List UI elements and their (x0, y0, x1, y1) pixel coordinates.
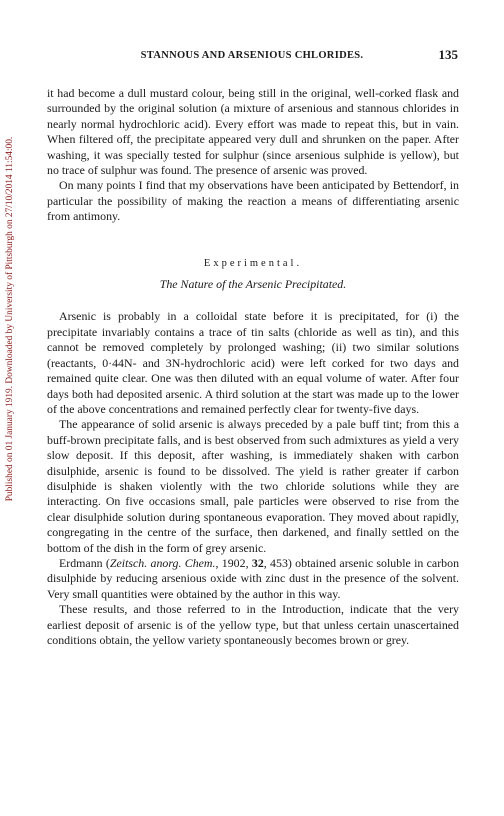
section-subheading: The Nature of the Arsenic Precipitated. (159, 277, 347, 292)
erdmann-text-b: , 1902, (215, 555, 252, 570)
journal-volume: 32 (251, 555, 264, 570)
paragraph-bettendorf: On many points I find that my observations have been anticipated by Bettendorf, in particular the possibility of making the reaction a means of differentiating arsenic from antimony. (47, 178, 459, 224)
download-watermark-text: Published on 01 January 1919. Downloaded by University of Pittsburgh on 27/10/2014 11:54:00. (5, 136, 15, 502)
paragraph-continuation: it had become a dull mustard colour, being still in the original, well-corked flask and surrounded by the original solution (a mixture of arsenious and stannous chlorides in nearly normal hydrochloric acid). Every effort was made to repeat this, but in vain. When filtered off, the precipitate appeared very dull and shrunken on the paper. After washing, it was specially tested for sulphur (since arsenious sulphide is yellow), but no trace of sulphur was found. The presence of arsenic was proved. (47, 86, 459, 178)
paragraph-buff-tint: The appearance of solid arsenic is always preceded by a pale buff tint; from this a buff-brown precipitate falls, and is best observed from such admixtures as yield a very slow deposit. If this deposit, after washing, is immediately shaken with carbon disulphide, arsenic is found to be dissolved. The yield is rather greater if carbon disulphide is shaken violently with the two chloride solutions while they are interacting. On five occasions small, pale particles were observed to rise from the clear disulphide solution during spontaneous evaporation. They moved about rapidly, congregating in the centre of the surface, then darkened, and finally settled on the bottom of the dish in the form of grey arsenic. (47, 417, 459, 555)
paragraph-colloidal: Arsenic is probably in a colloidal state before it is precipitated, for (i) the precipitate invariably contains a trace of tin salts (chloride as well as tin), and this cannot be removed completely by prolonged washing; (ii) two similar solutions (reactants, 0·44N- and 3N-hydrochloric acid) were left corked for two days and remained quite clear. One was then diluted with an equal volume of water. After four days both had deposited arsenic. A third solution at the start was made up to the lower of the above concentrations and remained perfectly clear for twenty-five days. (47, 309, 459, 416)
paragraph-conclusion: These results, and those referred to in the Introduction, indicate that the very earliest deposit of arsenic is of the yellow type, but that unless certain unascertained conditions obtain, the yellow variety spontaneously becomes brown or grey. (47, 602, 459, 647)
body-text (47, 86, 459, 648)
page-header (0, 44, 504, 64)
paragraph-erdmann (47, 556, 459, 602)
running-title: STANNOUS AND ARSENIOUS CHLORIDES. (140, 50, 364, 61)
journal-citation: Zeitsch. anorg. Chem. (109, 555, 216, 570)
page-number: 135 (438, 47, 458, 62)
download-watermark (3, 96, 17, 542)
erdmann-text-c: , 453) obtained arsenic soluble in carbon disulphide by reducing arsenious oxide with zinc dust in the presence of the solvent. Very small quantities were obtained by the author in this way. (47, 555, 460, 601)
erdmann-text-a: Erdmann ( (59, 555, 110, 570)
section-heading: Experimental. (203, 257, 303, 269)
